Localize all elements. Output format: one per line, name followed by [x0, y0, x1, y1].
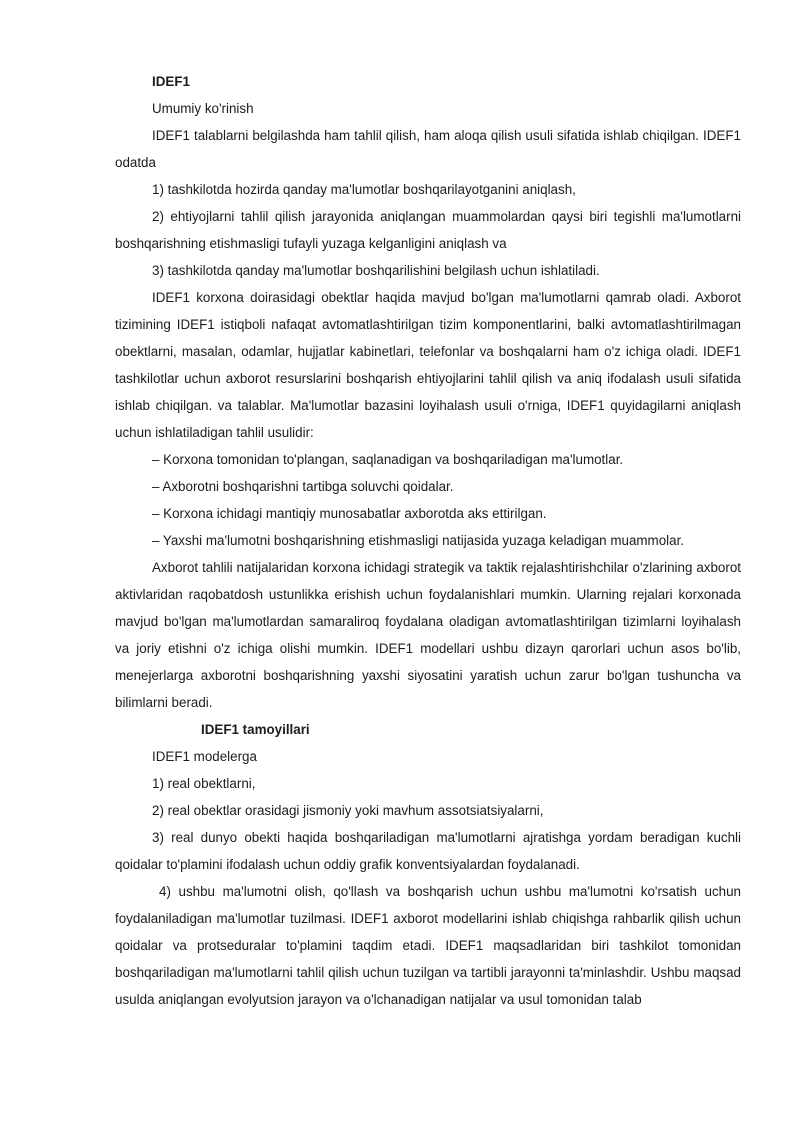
- principle-item: 3) real dunyo obekti haqida boshqariladigan ma'lumotlarni ajratishga yordam beradigan kuchli qoidalar to'plamini ifodalash uchun oddiy grafik konventsiyalardan foydalanadi.: [115, 830, 741, 872]
- final-paragraph: 4) ushbu ma'lumotni olish, qo'llash va boshqarish uchun ushbu ma'lumotni ko'rsatish uchun foydalaniladigan ma'lumotlar tuzilmasi. IDEF1 axborot modellarini ishlab chiqishga rahbarlik qilish uchun qoidalar va protseduralar to'plamini taqdim etadi. IDEF1 maqsadlaridan biri tashkilot tomonidan boshqariladigan ma'lumotlarni tahlil qilish uchun tuzilgan va tartibli jarayonni ta'minlashdir. Ushbu maqsad usulda aniqlangan evolyutsion jarayon va o'lchanadigan natijalar va usul tomonidan talab: [115, 884, 741, 1007]
- bullet-item: – Axborotni boshqarishni tartibga soluvchi qoidalar.: [152, 479, 454, 494]
- overview-heading: Umumiy ko'rinish: [152, 101, 254, 116]
- document-title: IDEF1: [152, 74, 190, 89]
- use-item: 3) tashkilotda qanday ma'lumotlar boshqarilishini belgilash uchun ishlatiladi.: [152, 263, 600, 278]
- principle-item: 1) real obektlarni,: [152, 776, 256, 791]
- intro-paragraph: IDEF1 talablarni belgilashda ham tahlil qilish, ham aloqa qilish usuli sifatida ishlab chiqilgan. IDEF1 odatda: [115, 128, 741, 170]
- principles-heading: IDEF1 tamoyillari: [201, 722, 310, 737]
- bullet-item: – Korxona ichidagi mantiqiy munosabatlar axborotda aks ettirilgan.: [152, 506, 547, 521]
- scope-paragraph: IDEF1 korxona doirasidagi obektlar haqida mavjud bo'lgan ma'lumotlarni qamrab oladi. Axborot tizimining IDEF1 istiqboli nafaqat avtomatlashtirilgan tizim komponentlarini, balki avtomatlashtirilmagan obektlarni, masalan, odamlar, hujjatlar kabinetlari, telefonlar va boshqalarni ham o'z ichiga oladi. IDEF1 tashkilotlar uchun axborot resurslarini boshqarish ehtiyojlarini tahlil qilish va aniq ifodalash usuli sifatida ishlab chiqilgan. va talablar. Ma'lumotlar bazasini loyihalash usuli o'rniga, IDEF1 quyidagilarni aniqlash uchun ishlatiladigan tahlil usulidir:: [115, 290, 741, 440]
- principle-item: 2) real obektlar orasidagi jismoniy yoki mavhum assotsiatsiyalarni,: [152, 803, 544, 818]
- bullet-item: – Yaxshi ma'lumotni boshqarishning etishmasligi natijasida yuzaga keladigan muammolar.: [152, 533, 685, 548]
- bullet-item: – Korxona tomonidan to'plangan, saqlanadigan va boshqariladigan ma'lumotlar.: [152, 452, 624, 467]
- document-page: [115, 68, 741, 1013]
- use-item: 1) tashkilotda hozirda qanday ma'lumotlar boshqarilayotganini aniqlash,: [152, 182, 576, 197]
- results-paragraph: Axborot tahlili natijalaridan korxona ichidagi strategik va taktik rejalashtirishchilar o'zlarining axborot aktivlaridan raqobatdosh ustunlikka erishish uchun foydalanishlari mumkin. Ularning rejalari korxonada mavjud bo'lgan ma'lumotlardan samaraliroq foydalana oladigan avtomatlashtirilgan tizimlarni loyihalash va joriy etishni o'z ichiga olishi mumkin. IDEF1 modellari ushbu dizayn qarorlari uchun asos bo'lib, menejerlarga axborotni boshqarishning yaxshi siyosatini yaratish uchun zarur bo'lgan tushuncha va bilimlarni beradi.: [115, 560, 741, 710]
- use-item: 2) ehtiyojlarni tahlil qilish jarayonida aniqlangan muammolardan qaysi biri tegishli ma'lumotlarni boshqarishning etishmasligi tufayli yuzaga kelganligini aniqlash va: [115, 209, 741, 251]
- modelers-intro: IDEF1 modelerga: [152, 749, 257, 764]
